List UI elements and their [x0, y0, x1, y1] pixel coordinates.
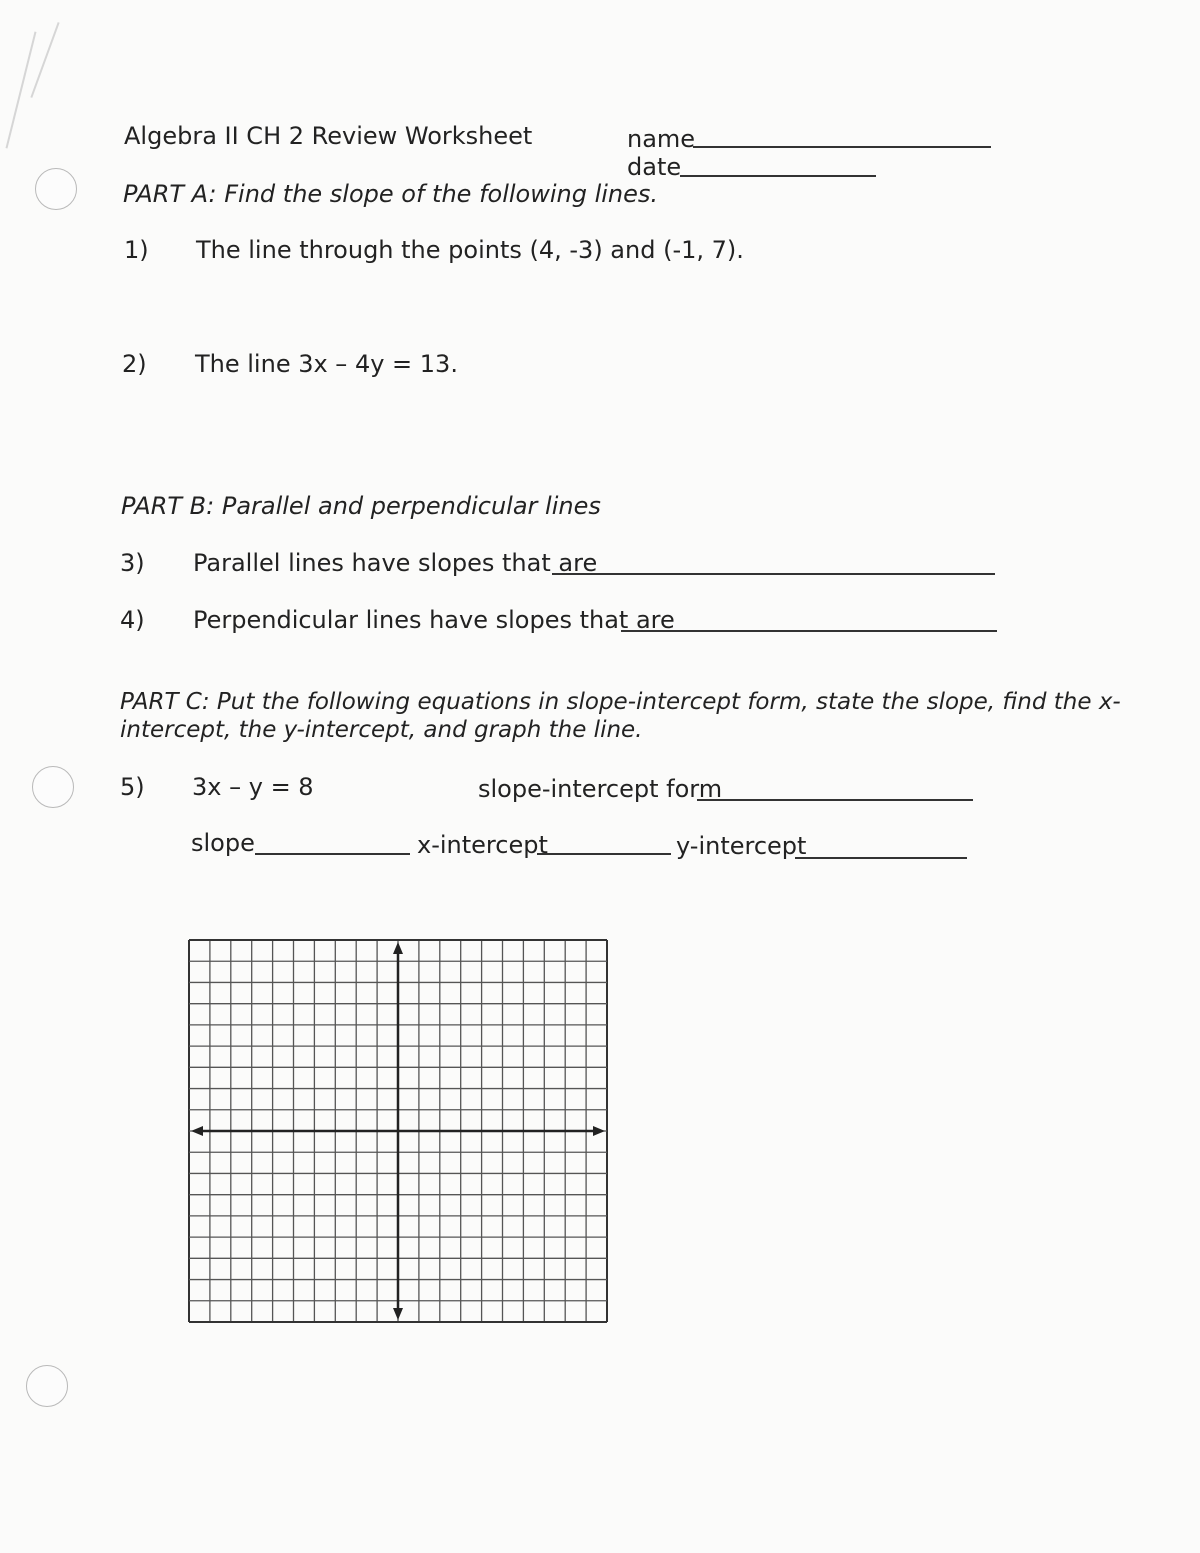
parallel-answer-field[interactable]	[552, 573, 995, 575]
name-label: name	[627, 125, 696, 153]
y-axis-up-arrow	[393, 942, 403, 954]
question-number: 1)	[124, 236, 149, 264]
slope-label: slope	[191, 829, 255, 857]
slope-intercept-form-label: slope-intercept form	[478, 775, 723, 803]
date-field[interactable]	[680, 175, 876, 177]
part-a-heading: PART A: Find the slope of the following lines.	[123, 180, 659, 208]
punch-hole-top	[35, 168, 77, 210]
punch-hole-bottom	[26, 1365, 68, 1407]
perpendicular-answer-field[interactable]	[621, 630, 997, 632]
x-intercept-field[interactable]	[537, 853, 671, 855]
x-axis-left-arrow	[191, 1126, 203, 1136]
question-text: Parallel lines have slopes that are	[193, 549, 598, 577]
part-b-heading: PART B: Parallel and perpendicular lines	[121, 492, 601, 520]
punch-hole-middle	[32, 766, 74, 808]
x-intercept-label: x-intercept	[417, 831, 548, 859]
question-text: The line through the points (4, -3) and (-1, 7).	[196, 236, 744, 264]
slope-intercept-form-field[interactable]	[697, 799, 973, 801]
y-axis-down-arrow	[393, 1308, 403, 1320]
question-number: 3)	[120, 549, 145, 577]
coordinate-grid[interactable]	[186, 936, 612, 1328]
equation-text: 3x – y = 8	[192, 773, 314, 801]
worksheet-title: Algebra II CH 2 Review Worksheet	[124, 122, 533, 150]
question-text: The line 3x – 4y = 13.	[195, 350, 458, 378]
y-intercept-label: y-intercept	[676, 832, 807, 860]
question-number: 5)	[120, 773, 145, 801]
question-number: 2)	[122, 350, 147, 378]
question-text: Perpendicular lines have slopes that are	[193, 606, 675, 634]
part-c-heading-line1: PART C: Put the following equations in slope-intercept form, state the slope, find the x-	[120, 689, 1121, 715]
part-c-heading-line2: intercept, the y-intercept, and graph the line.	[120, 717, 643, 743]
question-number: 4)	[120, 606, 145, 634]
date-label: date	[627, 153, 682, 181]
y-intercept-field[interactable]	[795, 857, 967, 859]
slope-field[interactable]	[255, 853, 410, 855]
x-axis-right-arrow	[593, 1126, 605, 1136]
name-field[interactable]	[693, 146, 991, 148]
